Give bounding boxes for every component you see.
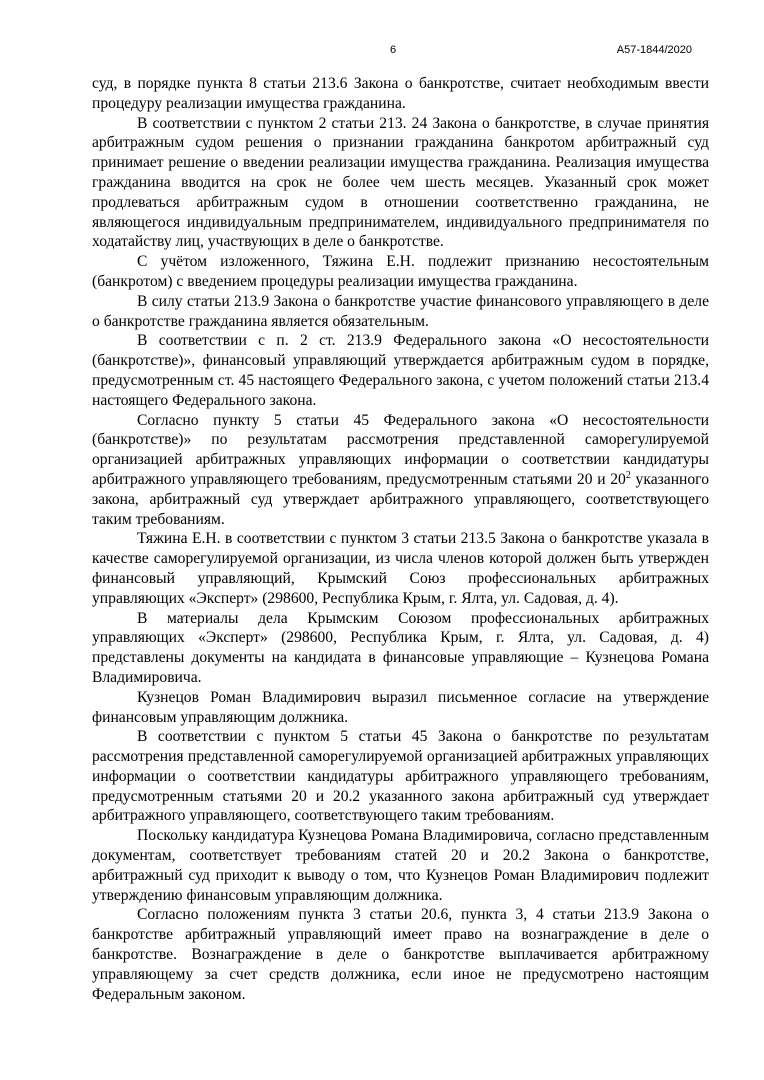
page-number: 6 (390, 44, 397, 56)
paragraph: В силу статьи 213.9 Закона о банкротстве участие финансового управляющего в деле о банкротстве гражданина является обязательным. (92, 292, 709, 330)
paragraph: Тяжина Е.Н. в соответствии с пунктом 3 статьи 213.5 Закона о банкротстве указала в качестве саморегулируемой организации, из числа членов которой должен быть утвержден финансовый управляющий, Крымский Союз профессиональных арбитражных управляющих «Эксперт» (298600, Республика Крым, г. Ялта, ул. Садовая, д. 4). (92, 530, 709, 607)
paragraph-text: указанного закона, арбитражный суд утверждает арбитражного управляющего, соответствующего таким требованиям. (92, 470, 709, 528)
document-body (92, 74, 709, 1004)
paragraph: С учётом изложенного, Тяжина Е.Н. подлежит признанию несостоятельным (банкротом) с введением процедуры реализации имущества гражданина. (92, 253, 709, 290)
paragraph: суд, в порядке пункта 8 статьи 213.6 Закона о банкротстве, считает необходимым ввести процедуру реализации имущества гражданина. (92, 75, 709, 112)
superscript: 2 (625, 469, 631, 481)
paragraph: Согласно положениям пункта 3 статьи 20.6, пункта 3, 4 статьи 213.9 Закона о банкротстве арбитражный управляющий имеет право на вознаграждение в деле о банкротстве. Вознаграждение в деле о банкротстве выплачивается арбитражному управляющему за счет средств должника, если иное не предусмотрено настоящим Федеральным законом. (92, 906, 709, 1003)
paragraph: В соответствии с пунктом 5 статьи 45 Закона о банкротстве по результатам рассмотрения представленной саморегулируемой организацией арбитражных управляющих информации о соответствии кандидатуры арбитражного управляющего требованиям, предусмотренным статьями 20 и 20.2 указанного закона арбитражный суд утверждает арбитражного управляющего, соответствующего таким требованиям. (92, 728, 709, 825)
paragraph: В соответствии с пунктом 2 статьи 213. 24 Закона о банкротстве, в случае принятия арбитражным судом решения о признании гражданина банкротом арбитражный суд принимает решение о введении реализации имущества гражданина. Реализация имущества гражданина вводится на срок не более чем шесть месяцев. Указанный срок может продлеваться арбитражным судом в отношении соответственно гражданина, не являющегося индивидуальным предпринимателем, индивидуального предпринимателя по ходатайству лиц, участвующих в деле о банкротстве. (92, 114, 709, 251)
paragraph: Кузнецов Роман Владимирович выразил письменное согласие на утверждение финансовым управляющим должника. (92, 688, 709, 726)
case-number: А57-1844/2020 (616, 44, 692, 56)
paragraph-text: Согласно пункту 5 статьи 45 Федерального закона «О несостоятельности (банкротстве)» по результатам рассмотрения представленной саморегулируемой организацией арбитражных управляющих информации о соответствии кандидатуры арбитражного управляющего требованиям, предусмотренным статьями 20 и 20 (92, 411, 709, 488)
paragraph: В соответствии с п. 2 ст. 213.9 Федерального закона «О несостоятельности (банкротстве)», финансовый управляющий утверждается арбитражным судом в порядке, предусмотренным ст. 45 настоящего Федерального закона, с учетом положений статьи 213.4 настоящего Федерального закона. (92, 332, 709, 409)
paragraph: Поскольку кандидатура Кузнецова Романа Владимировича, согласно представленным документам, соответствует требованиям статей 20 и 20.2 Закона о банкротстве, арбитражный суд приходит к выводу о том, что Кузнецов Роман Владимирович подлежит утверждению финансовым управляющим должника. (92, 827, 709, 904)
paragraph: В материалы дела Крымским Союзом профессиональных арбитражных управляющих «Эксперт» (298600, Республика Крым, г. Ялта, ул. Садовая, д. 4) представлены документы на кандидата в финансовые управляющие – Кузнецова Романа Владимировича. (92, 609, 709, 686)
paragraph (92, 411, 709, 530)
